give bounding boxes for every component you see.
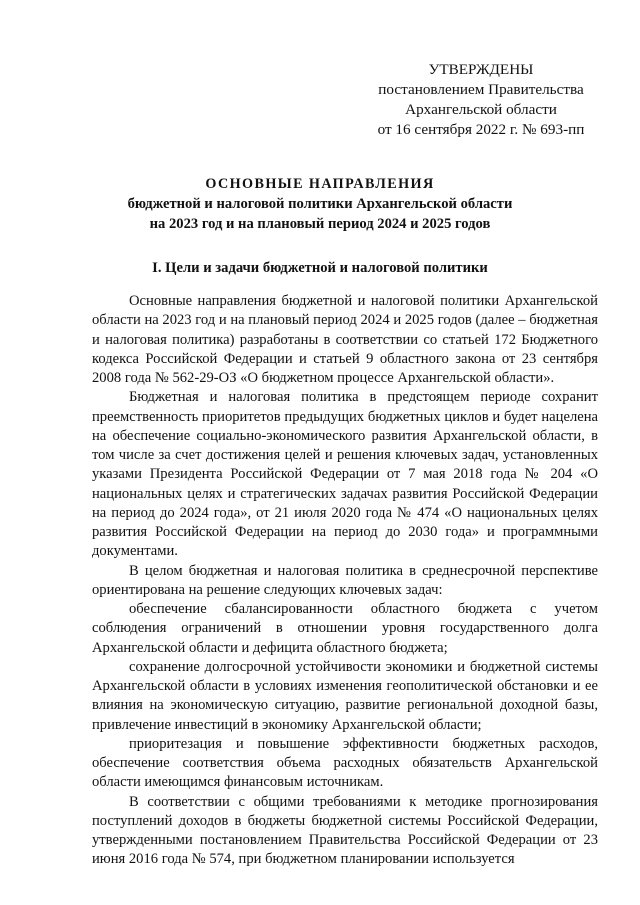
document-title-subtitle: бюджетной и налоговой политики Архангельской области <box>127 196 513 212</box>
document-title-main: ОСНОВНЫЕ НАПРАВЛЕНИЯ <box>205 176 435 192</box>
approval-stamp <box>372 60 590 140</box>
body-paragraph: обеспечение сбалансированности областного бюджета с учетом соблюдения ограничений в отношении уровня государственного долга Архангельской области и дефицита областного бюджета; <box>92 601 598 656</box>
approval-heading: УТВЕРЖДЕНЫ <box>428 61 534 78</box>
body-paragraph: Бюджетная и налоговая политика в предстоящем периоде сохранит преемственность приоритетов предыдущих бюджетных циклов и будет нацелена на обеспечение социально-экономического развития Архангельской области, в том числе за счет достижения целей и решения ключевых задач, установленных указами Президента Российской Федерации от 7 мая 2018 года № 204 «О национальных целях и стратегических задачах развития Российской Федерации на период до 2024 года», от 21 июля 2020 года № 474 «О национальных целях развития Российской Федерации на период до 2030 года» и программными документами. <box>92 389 598 560</box>
document-title-period: на 2023 год и на плановый период 2024 и 2025 годов <box>149 216 491 232</box>
body-paragraph: приоритезация и повышение эффективности бюджетных расходов, обеспечение соответствия объема расходных обязательств Архангельской области имеющимся финансовым источникам. <box>92 735 598 791</box>
approval-region: Архангельской области <box>405 101 557 118</box>
body-paragraph: В соответствии с общими требованиями к методике прогнозирования поступлений доходов в бюджеты бюджетной системы Российской Федерации, утвержденными постановлением Правительства Российской Федерации от 23 июня 2016 года № 574, при бюджетном планировании используется <box>92 793 598 868</box>
approval-authority: постановлением Правительства <box>378 81 584 98</box>
section-heading: I. Цели и задачи бюджетной и налоговой политики <box>152 260 488 276</box>
body-paragraph: Основные направления бюджетной и налоговой политики Архангельской области на 2023 год и на плановый период 2024 и 2025 годов (далее – бюджетная и налоговая политика) разработаны в соответствии со статьей 172 Бюджетного кодекса Российской Федерации и статьей 9 областного закона от 23 сентября 2008 года № 562-29-ОЗ «О бюджетном процессе Архангельской области». <box>92 293 598 386</box>
approval-date-number: от 16 сентября 2022 г. № 693-пп <box>377 121 585 138</box>
body-paragraph: В целом бюджетная и налоговая политика в среднесрочной перспективе ориентирована на решение следующих ключевых задач: <box>92 562 598 598</box>
document-title <box>60 174 580 234</box>
document-body <box>92 292 598 870</box>
body-paragraph: сохранение долгосрочной устойчивости экономики и бюджетной системы Архангельской области в условиях изменения геополитической обстановки и ее влияния на экономическую ситуацию, развитие региональной доходной базы, привлечение инвестиций в экономику Архангельской области; <box>92 658 598 733</box>
